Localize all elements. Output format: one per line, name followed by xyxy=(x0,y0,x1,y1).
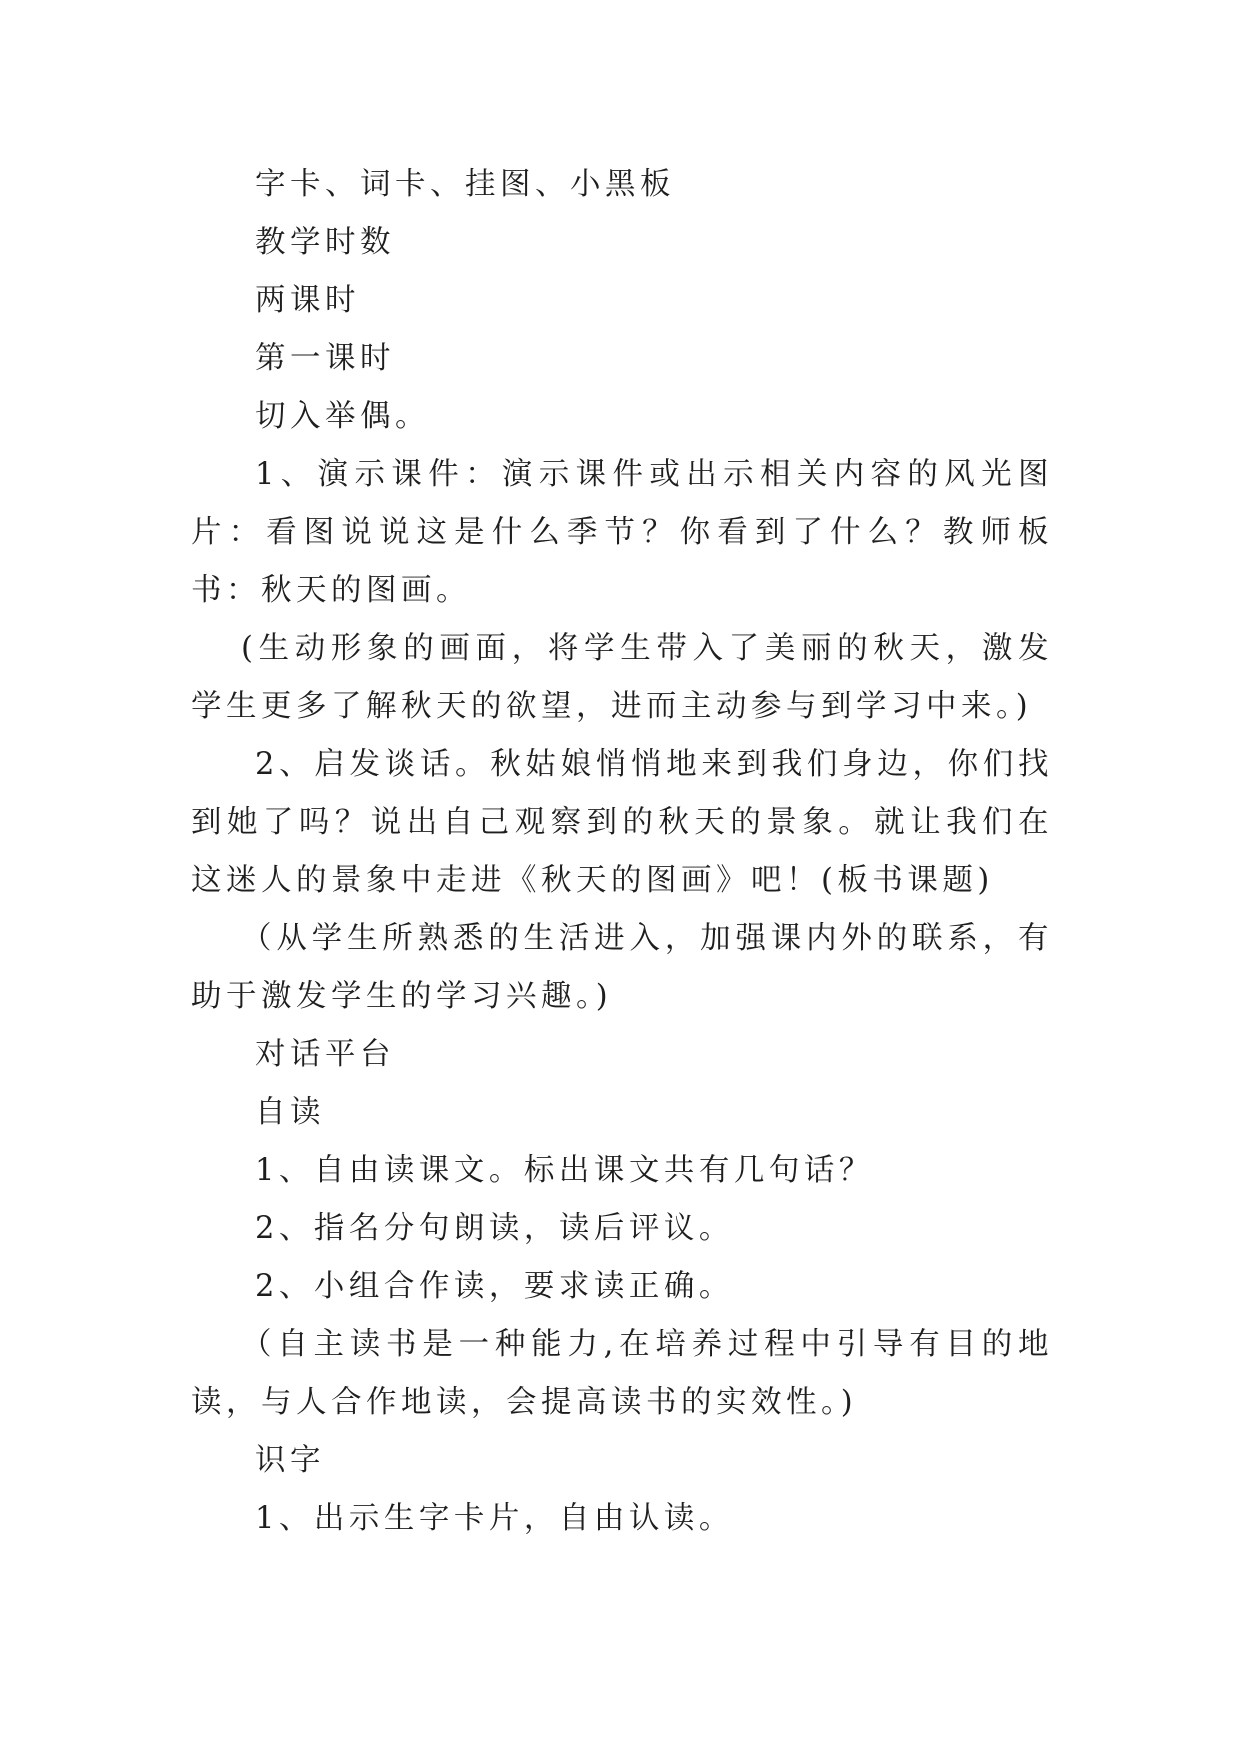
note-paragraph-2: （从学生所熟悉的生活进入，加强课内外的联系，有助于激发学生的学习兴趣。) xyxy=(191,921,1053,1014)
note-paragraph-3: （自主读书是一种能力,在培养过程中引导有目的地读，与人合作地读，会提高读书的实效性。) xyxy=(191,1327,1053,1420)
literacy-step-1: 1、出示生字卡片，自由认读。 xyxy=(255,1501,734,1536)
section-heading-self-reading: 自读 xyxy=(255,1095,325,1130)
reading-step-2: 2、指名分句朗读，读后评议。 xyxy=(255,1211,734,1246)
section-heading-first-lesson: 第一课时 xyxy=(255,341,395,376)
note-paragraph-1: (生动形象的画面，将学生带入了美丽的秋天，激发学生更多了解秋天的欲望，进而主动参与到学习中来。) xyxy=(191,631,1053,724)
section-heading-dialogue: 对话平台 xyxy=(255,1037,395,1072)
materials-line: 字卡、词卡、挂图、小黑板 xyxy=(255,167,675,202)
reading-step-3: 2、小组合作读，要求读正确。 xyxy=(255,1269,734,1304)
section-heading-teaching-hours: 教学时数 xyxy=(255,225,395,260)
teaching-hours-value: 两课时 xyxy=(255,283,360,318)
step-2-paragraph: 2、启发谈话。秋姑娘悄悄地来到我们身边，你们找到她了吗？说出自己观察到的秋天的景象。就让我们在这迷人的景象中走进《秋天的图画》吧！(板书课题) xyxy=(191,747,1053,898)
document-body xyxy=(191,156,1053,1548)
section-heading-literacy: 识字 xyxy=(255,1443,325,1478)
intro-line: 切入举偶。 xyxy=(255,399,430,434)
reading-step-1: 1、自由读课文。标出课文共有几句话？ xyxy=(255,1153,874,1188)
step-1-paragraph: 1、演示课件：演示课件或出示相关内容的风光图片：看图说说这是什么季节？你看到了什么？教师板书：秋天的图画。 xyxy=(191,457,1053,608)
